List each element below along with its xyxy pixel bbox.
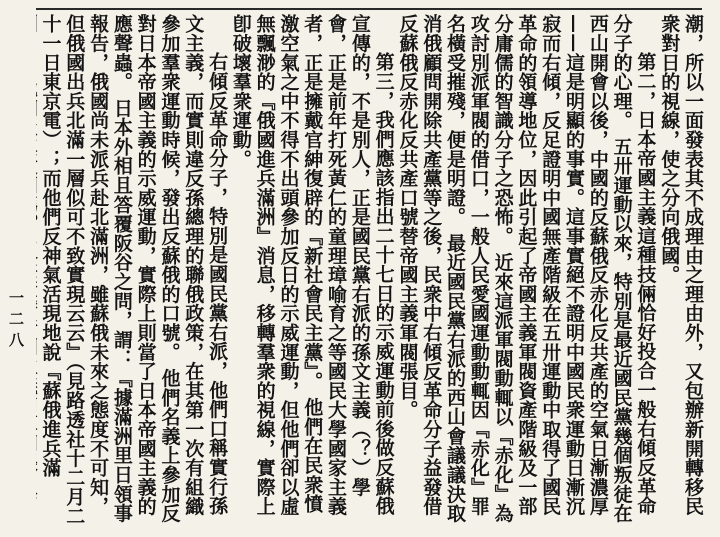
vertical-text-body (36, 14, 704, 526)
paragraph-4: 右傾反革命分子，特別是國民黨右派，他們口稱實行孫文主義，而實則違反孫總理的聯俄政策，在其第一次有組織參加羣衆運動時候，發出反蘇俄的口號。 他們名義上參加反對日本帝國主義的示威運動，實際上則當了日本帝國主義的應聲蟲。 日本外相且答覆阪谷之問，謂：『據滿洲里日領事報告，俄國尚未派兵赴北滿洲，雖蘇俄未來之態度不可知，但俄國出兵北滿一層似可不致實現云云』（見路透社十二月二十一日東京電）；而他們反神氣活現地說『蘇俄進兵滿 (39, 14, 229, 526)
paragraph-2: 第二，日本帝國主義這種技倆恰好投合一般右傾反革命分子的心理。 五卅運動以來，特別是最近國民黨幾個叛徒在西山開會以後，中國的反蘇俄反赤化反共產的空氣日漸濃厚——這是明顯的事實。這事實絕不證明中國民衆運動日漸沉寂而右傾，反足證明中國無產階級在五卅運動中取得了國民革命的領導地位，因此引起了帝國主義軍閥資產階級及一部分庸儒的智識分子之恐怖。 近來這派軍閥動輒以『赤化』為攻討別派軍閥的借口，一般人民愛國運動動輒因『赤化』罪名橫受摧殘，便是明證。 最近國民黨右派的西山會議議決取消俄顧問開除共產黨等之後，民衆中右傾反革命分子益發借反蘇俄反赤化反共產口號替帝國主義軍閥張目。 (396, 14, 657, 523)
page-number: 一二八 (7, 290, 25, 353)
paragraph-3: 第三，我們應該指出二十七日的示威運動前後做反蘇俄宣傳的，不是別人，正是國民黨右派的孫文主義（？）學會，正是前年打死黃仁的童理璋喻育之等國民大學國家主義者，正是擁戴官紳復辟的『新社會民主黨』。 他們在民衆憤激空氣之中不得不出頭參加反日的示威運動，但他們卻以虛無飄渺的『俄國進兵滿洲』消息，移轉羣衆的視線，實際上卽破壞羣衆運動。 (229, 14, 395, 516)
paragraph-1: 潮，所以一面發表其不成理由之理由外，又包辦新開轉移民衆對日的視線，使之分向俄國。 (658, 14, 704, 516)
top-rule (36, 8, 702, 10)
